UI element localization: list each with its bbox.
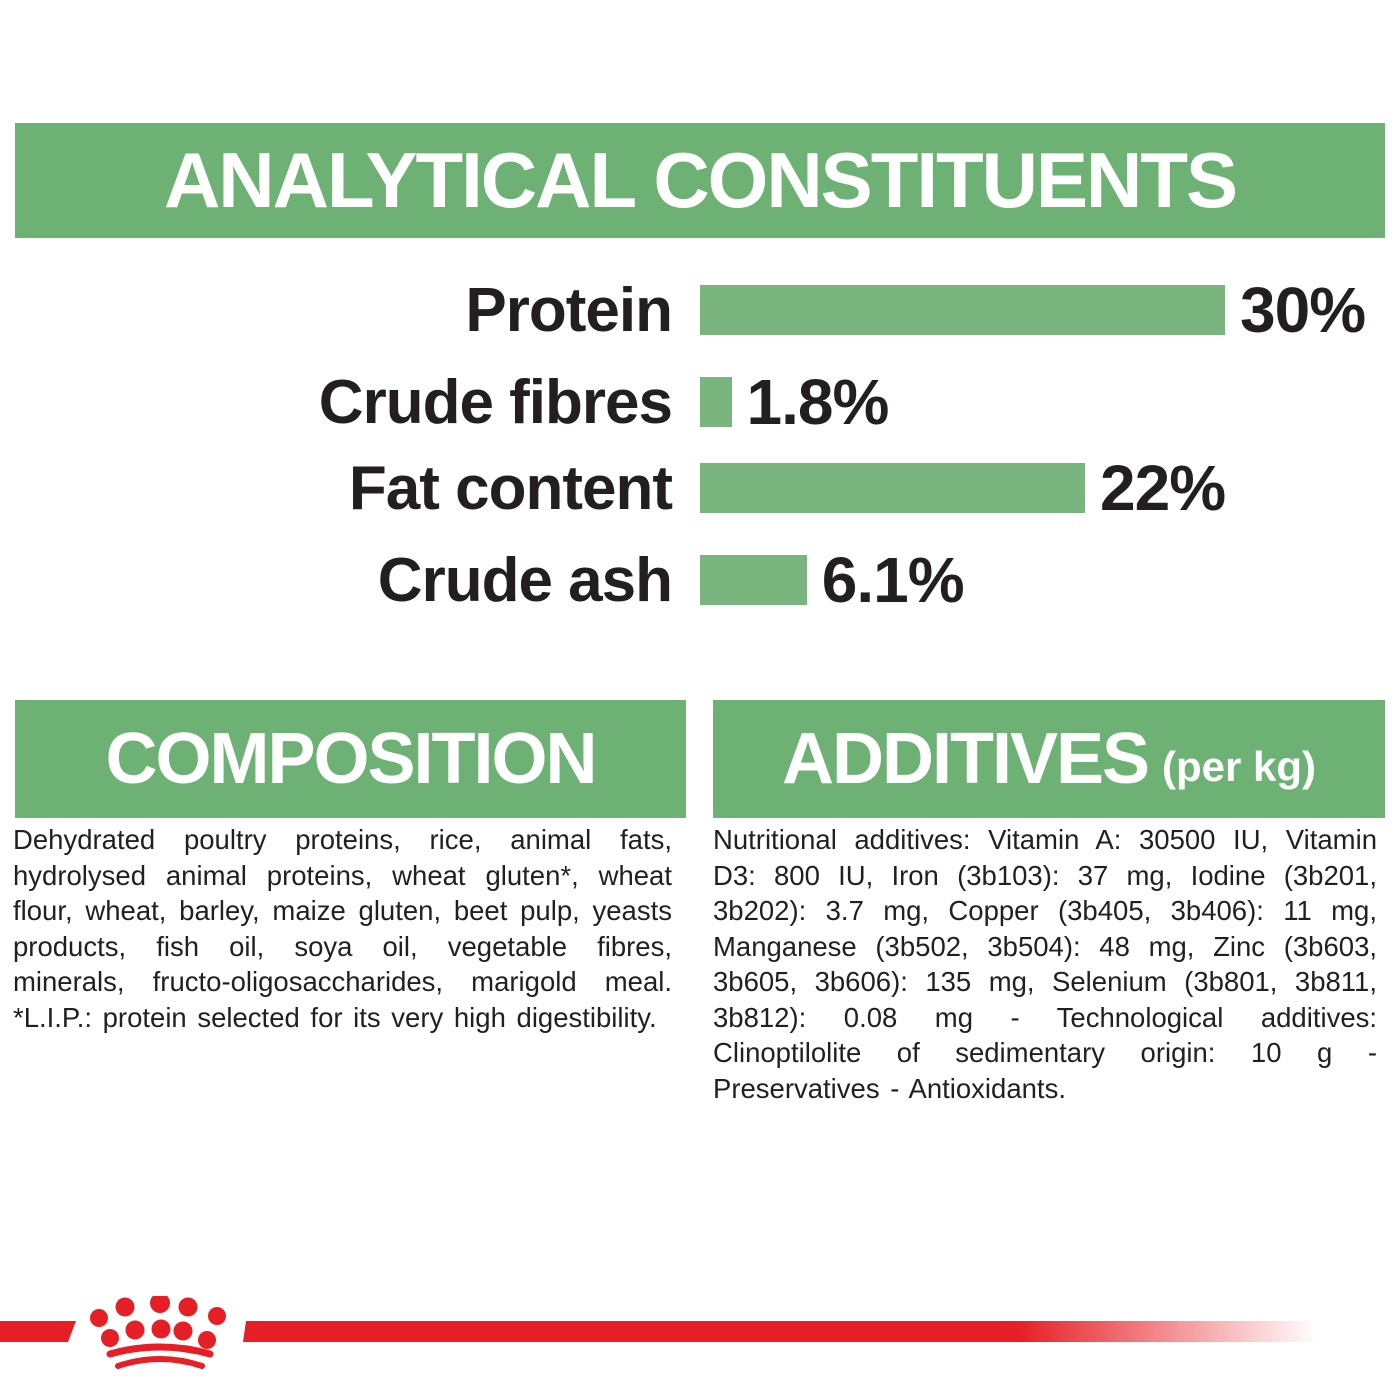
chart-label-crude-fibres: Crude fibres [318,367,672,437]
chart-value-crude-fibres: 1.8% [746,366,889,438]
additives-text: Nutritional additives: Vitamin A: 30500 IU, Vitamin D3: 800 IU, Iron (3b103): 37 mg, Iodine (3b201, 3b202): 3.7 mg, Copper (3b405, 3b406): 11 mg, Manganese (3b502, 3b504): 48 mg, Zinc (3b603, 3b605, 3b606): 135 mg, Selenium (3b801, 3b811, 3b812): 0.08 mg - Technological additives: Clinoptilolite of sedimentary origin: 10 g - Preservatives - Antioxidants. [713,824,1377,1104]
composition-banner [15,700,686,818]
chart-bar-fat-content [700,463,1085,513]
additives-title: ADDITIVES [781,719,1149,799]
analytical-constituents-banner [15,123,1385,238]
chart-value-fat-content: 22% [1100,452,1226,524]
chart-row-fat-content [0,452,1400,524]
additives-banner [713,700,1385,818]
chart-value-protein: 30% [1240,274,1366,346]
composition-title: COMPOSITION [105,719,596,799]
chart-bar-crude-fibres [700,377,732,427]
chart-bar-protein [700,285,1225,335]
chart-label-fat-content: Fat content [348,453,672,523]
composition-text: Dehydrated poultry proteins, rice, animal fats, hydrolysed animal proteins, wheat gluten*, wheat flour, wheat, barley, maize gluten, beet pulp, yeasts products, fish oil, soya oil, vegetable fibres, minerals, fructo-oligosaccharides, marigold meal. *L.I.P.: protein selected for its very high digestibility. [13,824,672,1033]
chart-row-crude-ash [0,544,1400,616]
chart-label-crude-ash: Crude ash [377,545,672,615]
brand-stripe-right [243,1321,1318,1342]
brand-stripe-left [0,1321,76,1342]
chart-row-protein [0,274,1400,346]
chart-label-protein: Protein [465,275,672,345]
additives-per-kg-label: (per kg) [1162,743,1317,790]
chart-row-crude-fibres [0,366,1400,438]
chart-bar-crude-ash [700,555,807,605]
chart-value-crude-ash: 6.1% [821,544,964,616]
analytical-constituents-title: ANALYTICAL CONSTITUENTS [163,136,1237,224]
royal-canin-crown-icon [80,1296,240,1376]
